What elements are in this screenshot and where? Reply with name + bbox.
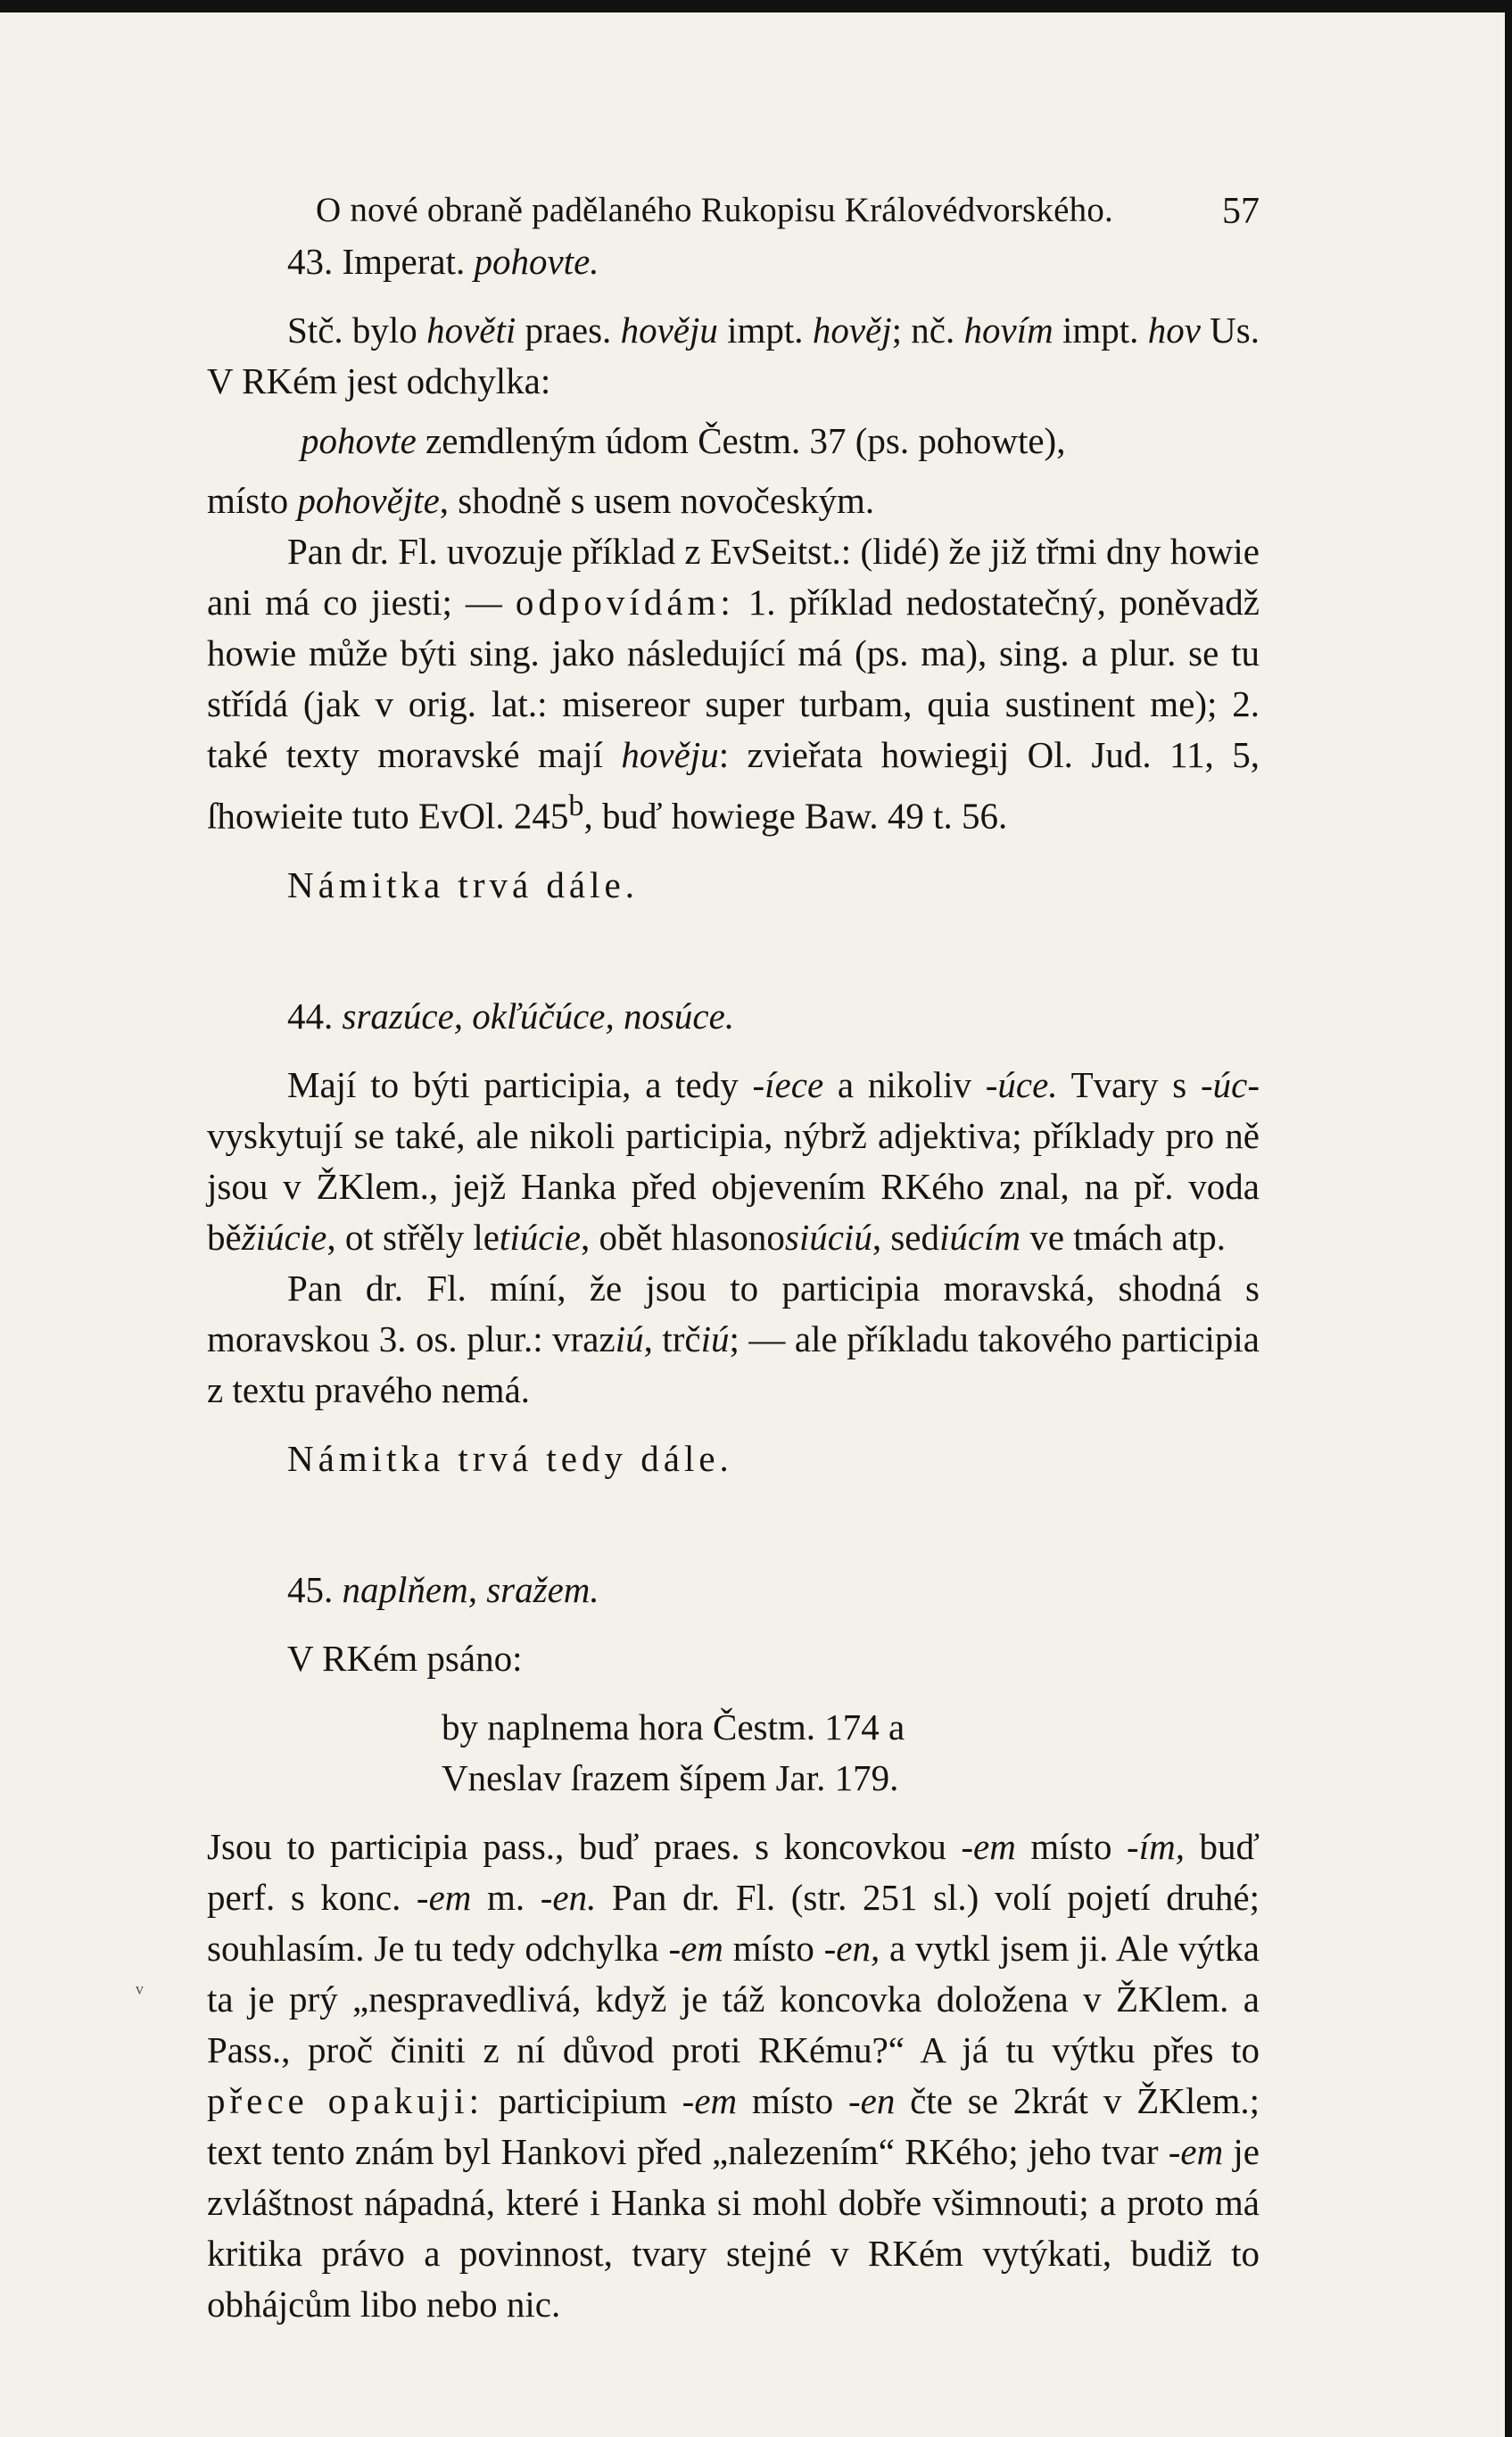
section-heading: 44. srazúce, okľúčúce, nosúce. <box>287 995 735 1037</box>
quote-block <box>207 1702 1260 1804</box>
paragraph: místo pohověјte, shodně s usem novočeským. <box>207 480 875 521</box>
scan-edge-top <box>0 0 1512 12</box>
objection-line: Námitka trvá dále. <box>287 863 639 905</box>
section-heading: 45. naplňem, sražem. <box>287 1568 599 1610</box>
paragraph: Stč. bylo hověti praes. hověju impt. hověj; nč. hovím impt. hov Us. V RKém jest odchylka: <box>207 310 1260 401</box>
section-45 <box>207 1565 1260 2330</box>
paragraph: Mají to býti participia, a tedy -íece a nikoliv -úce. Tvary s -úc- vyskytují se také, ale nikoli participia, nýbrž adjektiva; příklady pro ně jsou v ŽKlem., jejž Hanka před objevením RKého znal, na př. voda běžiúcie, ot střěly letiúcie, obět hlasonosiúciú, sediúcím ve tmách atp. <box>207 1063 1260 1258</box>
page-number: 57 <box>1222 191 1260 232</box>
example-line: pohovte zemdleným údom Čestm. 37 (ps. pohowte), <box>301 420 1066 461</box>
header-title: O nové obraně padělaného Rukopisu Královédvorského. <box>316 191 1113 229</box>
paragraph: Jsou to participia pass., buď praes. s koncovkou -em místo -ím, buď perf. s konc. -em m. -en. Pan dr. Fl. (str. 251 sl.) volí pojetí druhé; souhlasím. Je tu tedy odchylka -em místo -en, a vytkl jsem ji. Ale výtka ta je prý „nespravedlivá, když je táž koncovka doložena v ŽKlem. a Pass., proč činiti z ní důvod proti RKému?“ A já tu výtku přes to přece opakuji: participium -em místo -en čte se 2krát v ŽKlem.; text tento znám byl Hankovi před „nalezením“ RKého; jeho tvar -em je zvláštnost nápadná, které i Hanka si mohl dobře všimnouti; a proto má kritika právo a povinnost, tvary stejné v RKém vytýkati, budiž to obhájcům libo nebo nic. <box>207 1825 1260 2325</box>
section-43 <box>207 236 1260 911</box>
scan-edge-right <box>1505 0 1512 2437</box>
paragraph: Pan dr. Fl. míní, že jsou to participia moravská, shodná s moravskou 3. os. plur.: vraziú, trčiú; — ale příkladu takového participia z textu pravého nemá. <box>207 1267 1260 1410</box>
paragraph: Pan dr. Fl. uvozuje příklad z EvSeitst.: (lidé) že již třmi dny howie ani má co jiesti; — odpovídám: 1. příklad nedostatečný, poněvadž howie může býti sing. jako následující má (ps. ma), sing. a plur. se tu střídá (jak v orig. lat.: misereor super turbam, quia sustinent me); 2. také texty moravské mají hověju: zvieřata howiegij Ol. Jud. 11, 5, ſhowieite tuto EvOl. 245$^b$, buď howiege Baw. 49 t. 56. <box>207 531 1260 837</box>
objection-line: Námitka trvá tedy dále. <box>287 1437 733 1479</box>
quote-line: Vneslav ſrazem šípem Jar. 179. <box>442 1756 899 1798</box>
paragraph: V RKém psáno: <box>287 1637 523 1679</box>
section-heading: 43. Imperat. pohovte. <box>287 241 599 282</box>
running-header <box>207 183 1260 236</box>
margin-mark: ᵛ <box>136 1979 144 2008</box>
quote-line: by naplnema hora Čestm. 174 a <box>442 1706 905 1747</box>
section-44 <box>207 991 1260 1484</box>
book-page <box>207 183 1260 2330</box>
